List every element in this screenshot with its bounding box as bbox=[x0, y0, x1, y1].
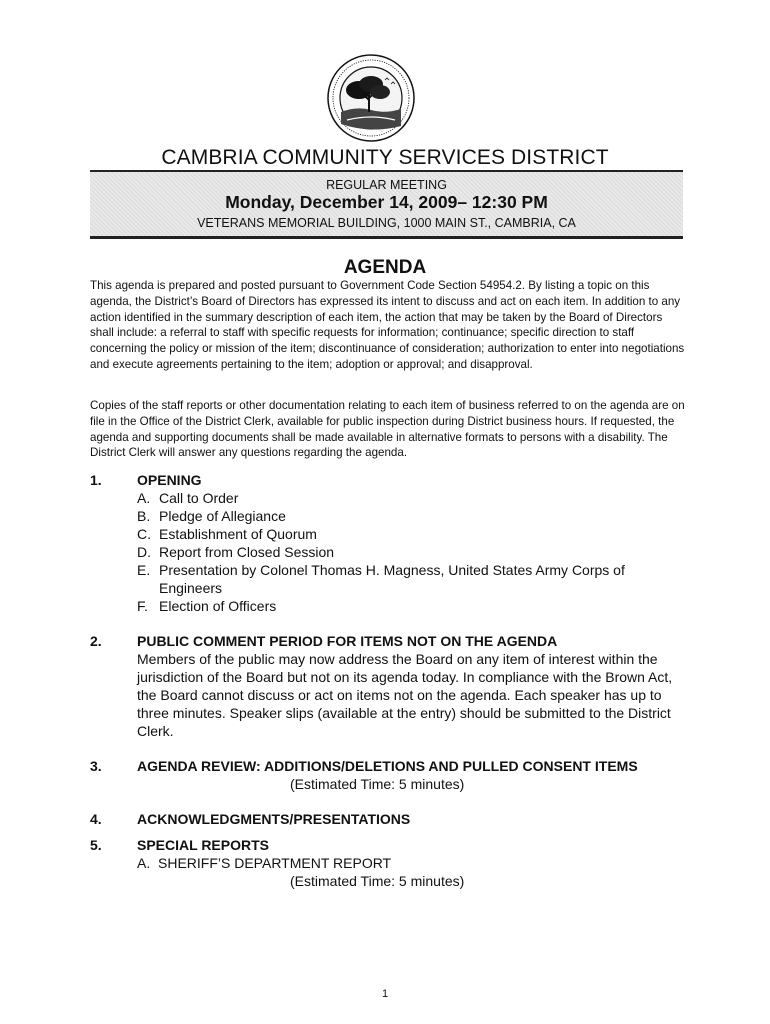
subitem-letter: C. bbox=[137, 526, 151, 542]
subitem-text: Pledge of Allegiance bbox=[159, 508, 286, 524]
organization-name: CAMBRIA COMMUNITY SERVICES DISTRICT bbox=[161, 146, 609, 169]
subitem bbox=[137, 543, 690, 561]
subitem: A. SHERIFF’S DEPARTMENT REPORT bbox=[137, 855, 392, 871]
agenda-item-3 bbox=[90, 757, 690, 793]
subitem-text: Election of Officers bbox=[159, 598, 277, 614]
meeting-info-banner bbox=[90, 170, 683, 239]
subitem-letter: F. bbox=[137, 598, 148, 614]
subitem bbox=[137, 597, 690, 615]
item-number: 1. bbox=[90, 472, 102, 488]
subitem-letter: D. bbox=[137, 544, 151, 560]
meeting-venue: VETERANS MEMORIAL BUILDING, 1000 MAIN ST., CAMBRIA, CA bbox=[197, 216, 576, 230]
subitem-text: Report from Closed Session bbox=[159, 544, 335, 560]
district-seal-logo bbox=[327, 54, 415, 142]
agenda-item-5 bbox=[90, 836, 690, 890]
estimated-time: (Estimated Time: 5 minutes) bbox=[290, 776, 465, 792]
item-number: 4. bbox=[90, 811, 102, 827]
page-number: 1 bbox=[381, 988, 389, 1000]
estimated-time: (Estimated Time: 5 minutes) bbox=[290, 873, 465, 889]
agenda-item-4 bbox=[90, 810, 690, 828]
item-number: 3. bbox=[90, 758, 102, 774]
item-heading: AGENDA REVIEW: ADDITIONS/DELETIONS AND PULLED CONSENT ITEMS bbox=[137, 758, 638, 774]
intro-paragraph-documents: Copies of the staff reports or other documentation relating to each item of business referred to on the agenda are on file in the Office of the District Clerk, available for public inspection during District business hours. If requested, the agenda and supporting documents shall be made available in alternative formats to persons with a disability. The District Clerk will answer any questions regarding the agenda. bbox=[90, 399, 685, 460]
agenda-item-1 bbox=[90, 471, 690, 615]
item-number: 2. bbox=[90, 633, 102, 649]
agenda-title: AGENDA bbox=[343, 257, 427, 278]
subitem bbox=[137, 489, 690, 507]
item-heading: OPENING bbox=[137, 472, 202, 488]
subitem-letter: E. bbox=[137, 562, 151, 578]
meeting-date-time: Monday, December 14, 2009– 12:30 PM bbox=[225, 192, 548, 212]
subitem-text: Establishment of Quorum bbox=[159, 526, 317, 542]
agenda-item-2 bbox=[90, 632, 690, 740]
subitem bbox=[137, 525, 690, 543]
item-heading: PUBLIC COMMENT PERIOD FOR ITEMS NOT ON THE AGENDA bbox=[137, 633, 558, 649]
item-heading: SPECIAL REPORTS bbox=[137, 837, 269, 853]
item-heading: ACKNOWLEDGMENTS/PRESENTATIONS bbox=[137, 811, 411, 827]
item-number: 5. bbox=[90, 837, 102, 853]
subitem bbox=[137, 561, 690, 597]
subitem-text: Call to Order bbox=[159, 490, 239, 506]
subitem-text: Presentation by Colonel Thomas H. Magness, United States Army Corps of Engineers bbox=[159, 562, 625, 596]
item-body: Members of the public may now address the Board on any item of interest within the jurisdiction of the Board but not on its agenda today. In compliance with the Brown Act, the Board cannot discuss or act on items not on the agenda. Each speaker has up to three minutes. Speaker slips (available at the entry) should be submitted to the District Clerk. bbox=[137, 651, 673, 739]
subitem bbox=[137, 507, 690, 525]
subitem-letter: A. bbox=[137, 490, 151, 506]
meeting-type: REGULAR MEETING bbox=[326, 178, 447, 192]
subitem-letter: B. bbox=[137, 508, 151, 524]
intro-paragraph-purpose: This agenda is prepared and posted pursuant to Government Code Section 54954.2. By listing a topic on this agenda, the District’s Board of Directors has expressed its intent to discuss and act on each item. In addition to any action identified in the summary description of each item, the action that may be taken by the Board of Directors shall include: a referral to staff with specific requests for information; continuance; specific direction to staff concerning the policy or mission of the item; discontinuance of consideration; authorization to enter into negotiations and execute agreements pertaining to the item; adoption or approval; and disapproval. bbox=[90, 279, 685, 371]
